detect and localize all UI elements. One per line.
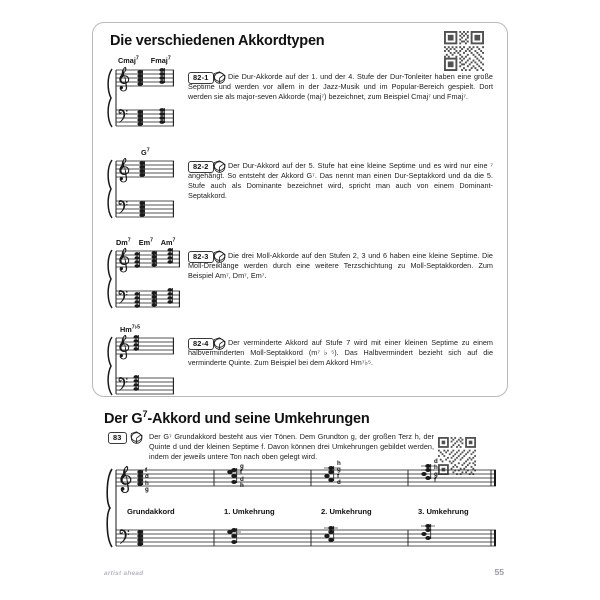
section-title-g7: Der $G^7$-Akkord und seine Umkehrungen bbox=[104, 409, 370, 427]
chord-notes bbox=[227, 528, 241, 544]
bass-clef-icon bbox=[119, 200, 128, 214]
note-letter: h bbox=[145, 479, 149, 487]
chord-label: Em$^7$ bbox=[138, 238, 153, 248]
note-letter: d bbox=[145, 473, 149, 481]
chord-notes bbox=[159, 68, 165, 84]
note-letters-measure-1 bbox=[145, 468, 149, 494]
page-number: 55 bbox=[494, 567, 504, 577]
note-letter: f bbox=[240, 469, 243, 477]
note-letters-measure-2 bbox=[240, 464, 244, 490]
note-letter: f bbox=[434, 477, 437, 485]
chord-notes bbox=[135, 292, 140, 308]
qr-code-graphic bbox=[444, 31, 484, 71]
entry-text-83: Der G⁷ Grundakkord besteht aus vier Tönen. Dem Grundton g, der großen Terz h, der Quinte d und der kleinen Septime f. Davon können drei Umkehrungen gebildet werden, indem der jeweils untere Ton nach oben gelegt wird. bbox=[149, 432, 434, 462]
chord-notes bbox=[168, 288, 173, 304]
measure-label-grundakkord: Grundakkord bbox=[127, 507, 175, 516]
note-letter: h bbox=[337, 460, 341, 467]
measure-label-3-umkehrung: 3. Umkehrung bbox=[418, 507, 469, 516]
treble-clef-icon bbox=[119, 335, 129, 359]
chord-notes bbox=[135, 252, 140, 268]
track-number-badge[interactable]: 82-2 bbox=[188, 161, 214, 173]
track-number-badge[interactable]: 82-3 bbox=[188, 251, 214, 263]
note-letter: g bbox=[145, 486, 149, 494]
treble-clef-icon bbox=[119, 67, 129, 91]
note-letter: d bbox=[337, 479, 341, 487]
entry-text-82-2: Der Dur-Akkord auf der 5. Stufe hat eine kleine Septime und es wird nur eine ⁷ angehängt. So entsteht der Akkord G⁷. Das nennt man einen Dur-Septakkord und da die 5. Stufe auch als Dominante bezeichnet wird, spricht man auch von einem Dominant-Septakkord. bbox=[188, 161, 493, 201]
note-letters-measure-3 bbox=[337, 461, 341, 487]
note-letters-measure-4 bbox=[434, 459, 438, 485]
chord-notes bbox=[421, 464, 435, 480]
measure-label-1-umkehrung: 1. Umkehrung bbox=[224, 507, 275, 516]
chord-label: Fmaj$^7$ bbox=[150, 56, 171, 66]
bass-clef-icon bbox=[119, 377, 128, 391]
chord-notes bbox=[168, 248, 173, 264]
track-number-badge[interactable]: 82-1 bbox=[188, 72, 214, 84]
page-title: Die verschiedenen Akkordtypen bbox=[110, 33, 325, 49]
entry-text-82-3: Die drei Moll-Akkorde auf den Stufen 2, 3 und 6 haben eine kleine Septime. Die Moll-Dreiklänge werden durch eine weitere Terzschichtung zu Moll-Septakkorden. Zum Beispiel Am⁷, Dm⁷, Em⁷. bbox=[188, 251, 493, 281]
grand-staff-4 bbox=[106, 332, 176, 406]
grand-staff-3 bbox=[106, 245, 182, 319]
note-letter: g bbox=[240, 463, 244, 470]
chord-label: Cmaj$^7$ bbox=[118, 56, 139, 66]
track-number-badge[interactable]: 83 bbox=[108, 432, 127, 444]
publisher-logo: artist ahead bbox=[104, 570, 144, 577]
track-number-badge[interactable]: 82-4 bbox=[188, 338, 214, 350]
chord-label: $Hm^{7♭5}$ bbox=[120, 325, 140, 335]
chord-notes bbox=[134, 335, 139, 351]
entry-text-82-1: Die Dur-Akkorde auf der 1. und der 4. Stufe der Dur-Tonleiter haben eine große Septime und werden vor allem in der Jazz-Musik und im Popular-Bereich gespielt. Dort werden sie als major-seven Akkorde (maj⁷) bezeichnet, zum Beispiel Cmaj⁷ und Fmaj⁷. bbox=[188, 72, 493, 102]
grand-staff-2 bbox=[106, 155, 176, 229]
entry-text-82-4: Der verminderte Akkord auf Stufe 7 wird mit einer kleinen Septime zu einem halbverminderten Moll-Septakkord (m⁷♭⁵). Das Halbvermindert bezieht sich auf die verminderte Quinte. Zum Beispiel bei dem Akkord Hm⁷♭⁵. bbox=[188, 338, 493, 368]
grand-staff-1 bbox=[106, 64, 176, 138]
note-letter: g bbox=[337, 466, 341, 474]
chord-label: $G^7$ bbox=[141, 148, 150, 158]
note-letter: h bbox=[434, 464, 438, 472]
treble-clef-icon bbox=[119, 158, 129, 182]
note-letter: g bbox=[434, 470, 438, 478]
chord-notes bbox=[227, 468, 241, 484]
note-letter: h bbox=[240, 482, 244, 490]
cd-disc-icon bbox=[129, 430, 144, 445]
chord-notes bbox=[134, 375, 139, 391]
bass-clef-icon bbox=[119, 290, 128, 304]
treble-clef-icon bbox=[119, 248, 129, 272]
chord-label: Dm$^7$ bbox=[116, 238, 131, 248]
measure-label-2-umkehrung: 2. Umkehrung bbox=[321, 507, 372, 516]
note-letter: d bbox=[240, 475, 244, 483]
qr-code-icon bbox=[444, 31, 484, 71]
chord-notes bbox=[421, 524, 435, 540]
bass-clef-icon bbox=[119, 109, 128, 123]
chord-label: Am$^7$ bbox=[160, 238, 176, 248]
note-letter: f bbox=[337, 472, 340, 480]
note-letter: f bbox=[145, 467, 148, 474]
note-letter: d bbox=[434, 458, 438, 465]
chord-notes bbox=[159, 108, 165, 124]
